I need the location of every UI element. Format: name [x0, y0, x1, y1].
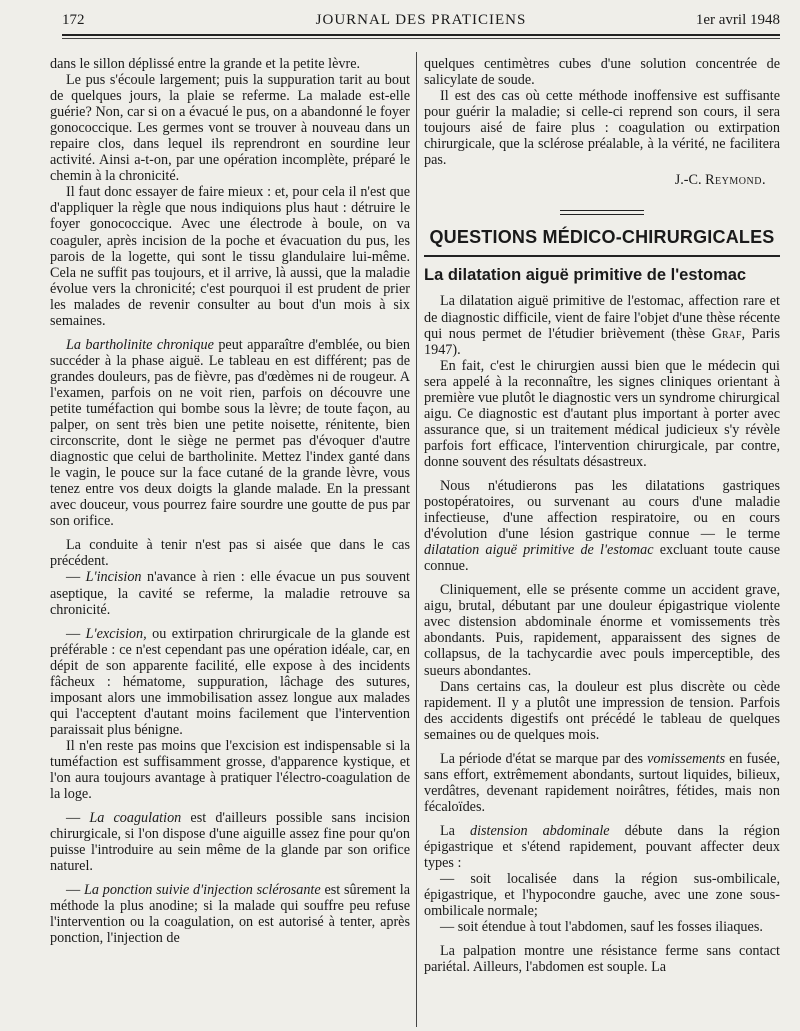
journal-title: JOURNAL DES PRATICIENS: [315, 12, 527, 28]
paragraph: dans le sillon déplissé entre la grande et la petite lèvre.: [50, 56, 361, 72]
dash: —: [66, 882, 84, 899]
section-rule: [424, 255, 780, 257]
right-column: [424, 56, 780, 975]
paragraph: Il n'en reste pas moins que l'excision est indispensable si la tuméfaction est suffisamment grosse, d'apparence kystique, et l'on aura toujours avantage à pratiquer l'électro-coagulation de la loge.: [50, 737, 410, 803]
paragraph-text: Nous n'étudierons pas les dilatations gastriques postopératoires, ou survenant au cours d'une maladie infectieuse, d'une affection respiratoire, ou en cours d'évolution d'une lésion gastrique connue — le terme: [424, 477, 780, 543]
italic-term: La coagulation: [89, 810, 182, 827]
paragraph-text: , Paris 1947).: [424, 325, 781, 358]
paragraph: [50, 626, 410, 738]
signature-name: Reymond.: [705, 172, 766, 189]
paragraph: quelques centimètres cubes d'une solution concentrée de salicylate de soude.: [424, 56, 780, 89]
italic-term: vomissements: [647, 750, 726, 767]
paragraph-text: excluant toute cause connue.: [424, 542, 780, 575]
paragraph: [50, 337, 410, 530]
dash: —: [66, 569, 86, 586]
italic-term: L'excision,: [85, 625, 147, 642]
section-title: QUESTIONS MÉDICO-CHIRURGICALES: [429, 227, 775, 248]
paragraph: La palpation montre une résistance ferme sans contact pariétal. Ailleurs, l'abdomen est souple. La: [424, 943, 780, 976]
paragraph-text: n'avance à rien : elle évacue un pus souvent aseptique, la cavité se referme, la maladie retrouve sa chronicité.: [50, 569, 410, 618]
page-number: 172: [62, 12, 85, 28]
paragraph: En fait, c'est le chirurgien aussi bien que le médecin qui sera appelé à la reconnaître, les signes cliniques orientant à première vue plutôt le diagnostic vers un syndrome chirurgical aigu. Ce diagnostic est d'autant plus important à porter avec assurance que, si un traitement médical judicieux s'y révèle parfois fort efficace, l'intervention chirurgicale, par contre, donne souvent des résultats désastreux.: [424, 357, 780, 470]
paragraph: — soit étendue à tout l'abdomen, sauf les fosses iliaques.: [440, 919, 763, 936]
article-title: La dilatation aiguë primitive de l'estomac: [424, 266, 747, 285]
header-rule-thin: [62, 38, 780, 39]
header-rule: [62, 34, 780, 36]
cited-author: Graf: [711, 325, 742, 342]
paragraph: Dans certains cas, la douleur est plus discrète ou cède rapidement. Il y a plutôt une impression de tension. Parfois des accidents digestifs ont précédé le tableau de quelques semaines ou de quelques mois.: [424, 678, 780, 743]
paragraph: Il est des cas où cette méthode inoffensive est suffisante pour guérir la maladie; si celle-ci reprend son cours, il sera toujours aisé de faire plus : coagulation ou extirpation chirurgicale, que la sclérose préalable, à la vérité, ne facilitera pas.: [424, 88, 780, 169]
paragraph: [424, 293, 780, 357]
paragraph-text: La: [440, 822, 470, 839]
paragraph-text: La période d'état se marque par des: [440, 750, 648, 767]
italic-term: distension abdominale: [470, 822, 610, 839]
paragraph-text: La dilatation aiguë primitive de l'estomac, affection rare et de diagnostic difficile, vient de faire l'objet d'une thèse récente qui nous permet de l'étudier brièvement (thèse: [424, 293, 780, 342]
author-signature: [424, 172, 780, 188]
dash: —: [66, 625, 86, 642]
paragraph-text: en fusée, sans effort, extrêmement abondants, surtout liquides, bilieux, verdâtres, devenant rapidement noirâtres, fétides, mais non fécaloïdes.: [424, 750, 780, 815]
dash: —: [66, 810, 90, 827]
left-column: [50, 56, 410, 946]
paragraph: [424, 823, 780, 871]
paragraph-text: est sûrement la méthode la plus anodine; si la malade qui souffre peu refuse l'intervention ou la coagulation, on est autorisé à tenter, après ponction, l'injection de: [50, 882, 411, 947]
paragraph: — soit localisée dans la région sus-ombilicale, épigastrique, et l'hypocondre gauche, avec une zone sous-ombilicale normale;: [424, 871, 780, 920]
paragraph: [50, 810, 410, 874]
column-divider: [416, 52, 417, 1027]
paragraph: La conduite à tenir n'est pas si aisée que dans le cas précédent.: [50, 537, 410, 570]
italic-term: dilatation aiguë primitive de l'estomac: [424, 542, 654, 559]
paragraph: [424, 478, 780, 574]
article-separator: [560, 210, 644, 215]
paragraph: Le pus s'écoule largement; puis la suppuration tarit au bout de quelques jours, la plaie se referme. La malade est-elle guérie? Non, car si on a évacué le pus, on a abandonné le foyer gonococcique. Les germes vont se trouver à nouveau dans un repaire clos, dans lequel ils reprendront en sourdine leur activité. Ainsi a-t-on, par une opération incomplète, préparé le chemin à la chronicité.: [50, 72, 410, 185]
paragraph-text: peut apparaître d'emblée, ou bien succéder à la phase aiguë. Le tableau en est différent; pas de grandes douleurs, pas de fièvre, pas d'œdèmes ni de rougeur. A l'examen, parfois on ne voit rien, parfois on découvre une petite tuméfaction qui bombe sous la lèvre; de toute façon, au palper, on sent très bien une petite noisette, rénitente, bien circonscrite, dont le siège ne permet pas d'évoquer d'autre diagnostic que celui de bartholinite. Mettez l'index ganté dans le vagin, le pouce sur la face cutané de la grande lèvre, vous tenez entre vos deux doigts la glande malade. En la pressant avec douceur, vous pourrez faire sourdre une goutte de pus par son orifice.: [50, 336, 410, 530]
issue-date: 1er avril 1948: [695, 12, 780, 28]
italic-term: L'incision: [85, 569, 142, 586]
paragraph-text: est d'ailleurs possible sans incision chirurgicale, si l'on dispose d'une aiguille assez fine pour qu'on puisse l'introduire au sein même de la glande par son orifice naturel.: [50, 810, 411, 875]
paragraph-text: débute dans la région épigastrique et s'étend rapidement, pouvant affecter deux types :: [424, 822, 780, 872]
paragraph: [424, 751, 780, 815]
italic-term: La bartholinite chronique: [66, 336, 214, 353]
paragraph: [50, 882, 410, 946]
paragraph: [50, 569, 410, 617]
italic-term: La ponction suivie d'injection sclérosante: [83, 882, 321, 899]
paragraph-text: ou extirpation chrirurgicale de la glande est préférable : ce n'est cependant pas une opération idéale, car, en dépit de son apparente facilité, elle expose à des incidents fâcheux : hématome, suppuration, lâchage des sutures, imposant alors une immobilisation assez longue aux malades qui l'acceptent d'autant moins facilement que l'intervention paraissait plus bénigne.: [50, 625, 411, 738]
paragraph: Cliniquement, elle se présente comme un accident grave, aigu, brutal, débutant par une douleur épigastrique violente avec distension abdominale énorme et vomissements très abondants. Puis, rapidement, apparaissent des signes de collapsus, de la tachycardie avec pouls imperceptible, des sueurs abondantes.: [424, 582, 780, 679]
paragraph: Il faut donc essayer de faire mieux : et, pour cela il n'est que d'appliquer la règle que nous indiquions plus haut : détruire le foyer gonococcique. Avec une électrode à boule, on va coaguler, après incision de la poche et évacuation du pus, les parois de la logette, qui sont le tissu glandulaire lui-même. Cela ne suffit pas toujours, et il arrive, là aussi, que la maladie évolue vers la chronicité; c'est pourquoi il est prudent de prier les malades de revenir consulter au bout d'un mois à six semaines.: [50, 184, 410, 329]
signature-initials: J.-C.: [674, 172, 706, 189]
